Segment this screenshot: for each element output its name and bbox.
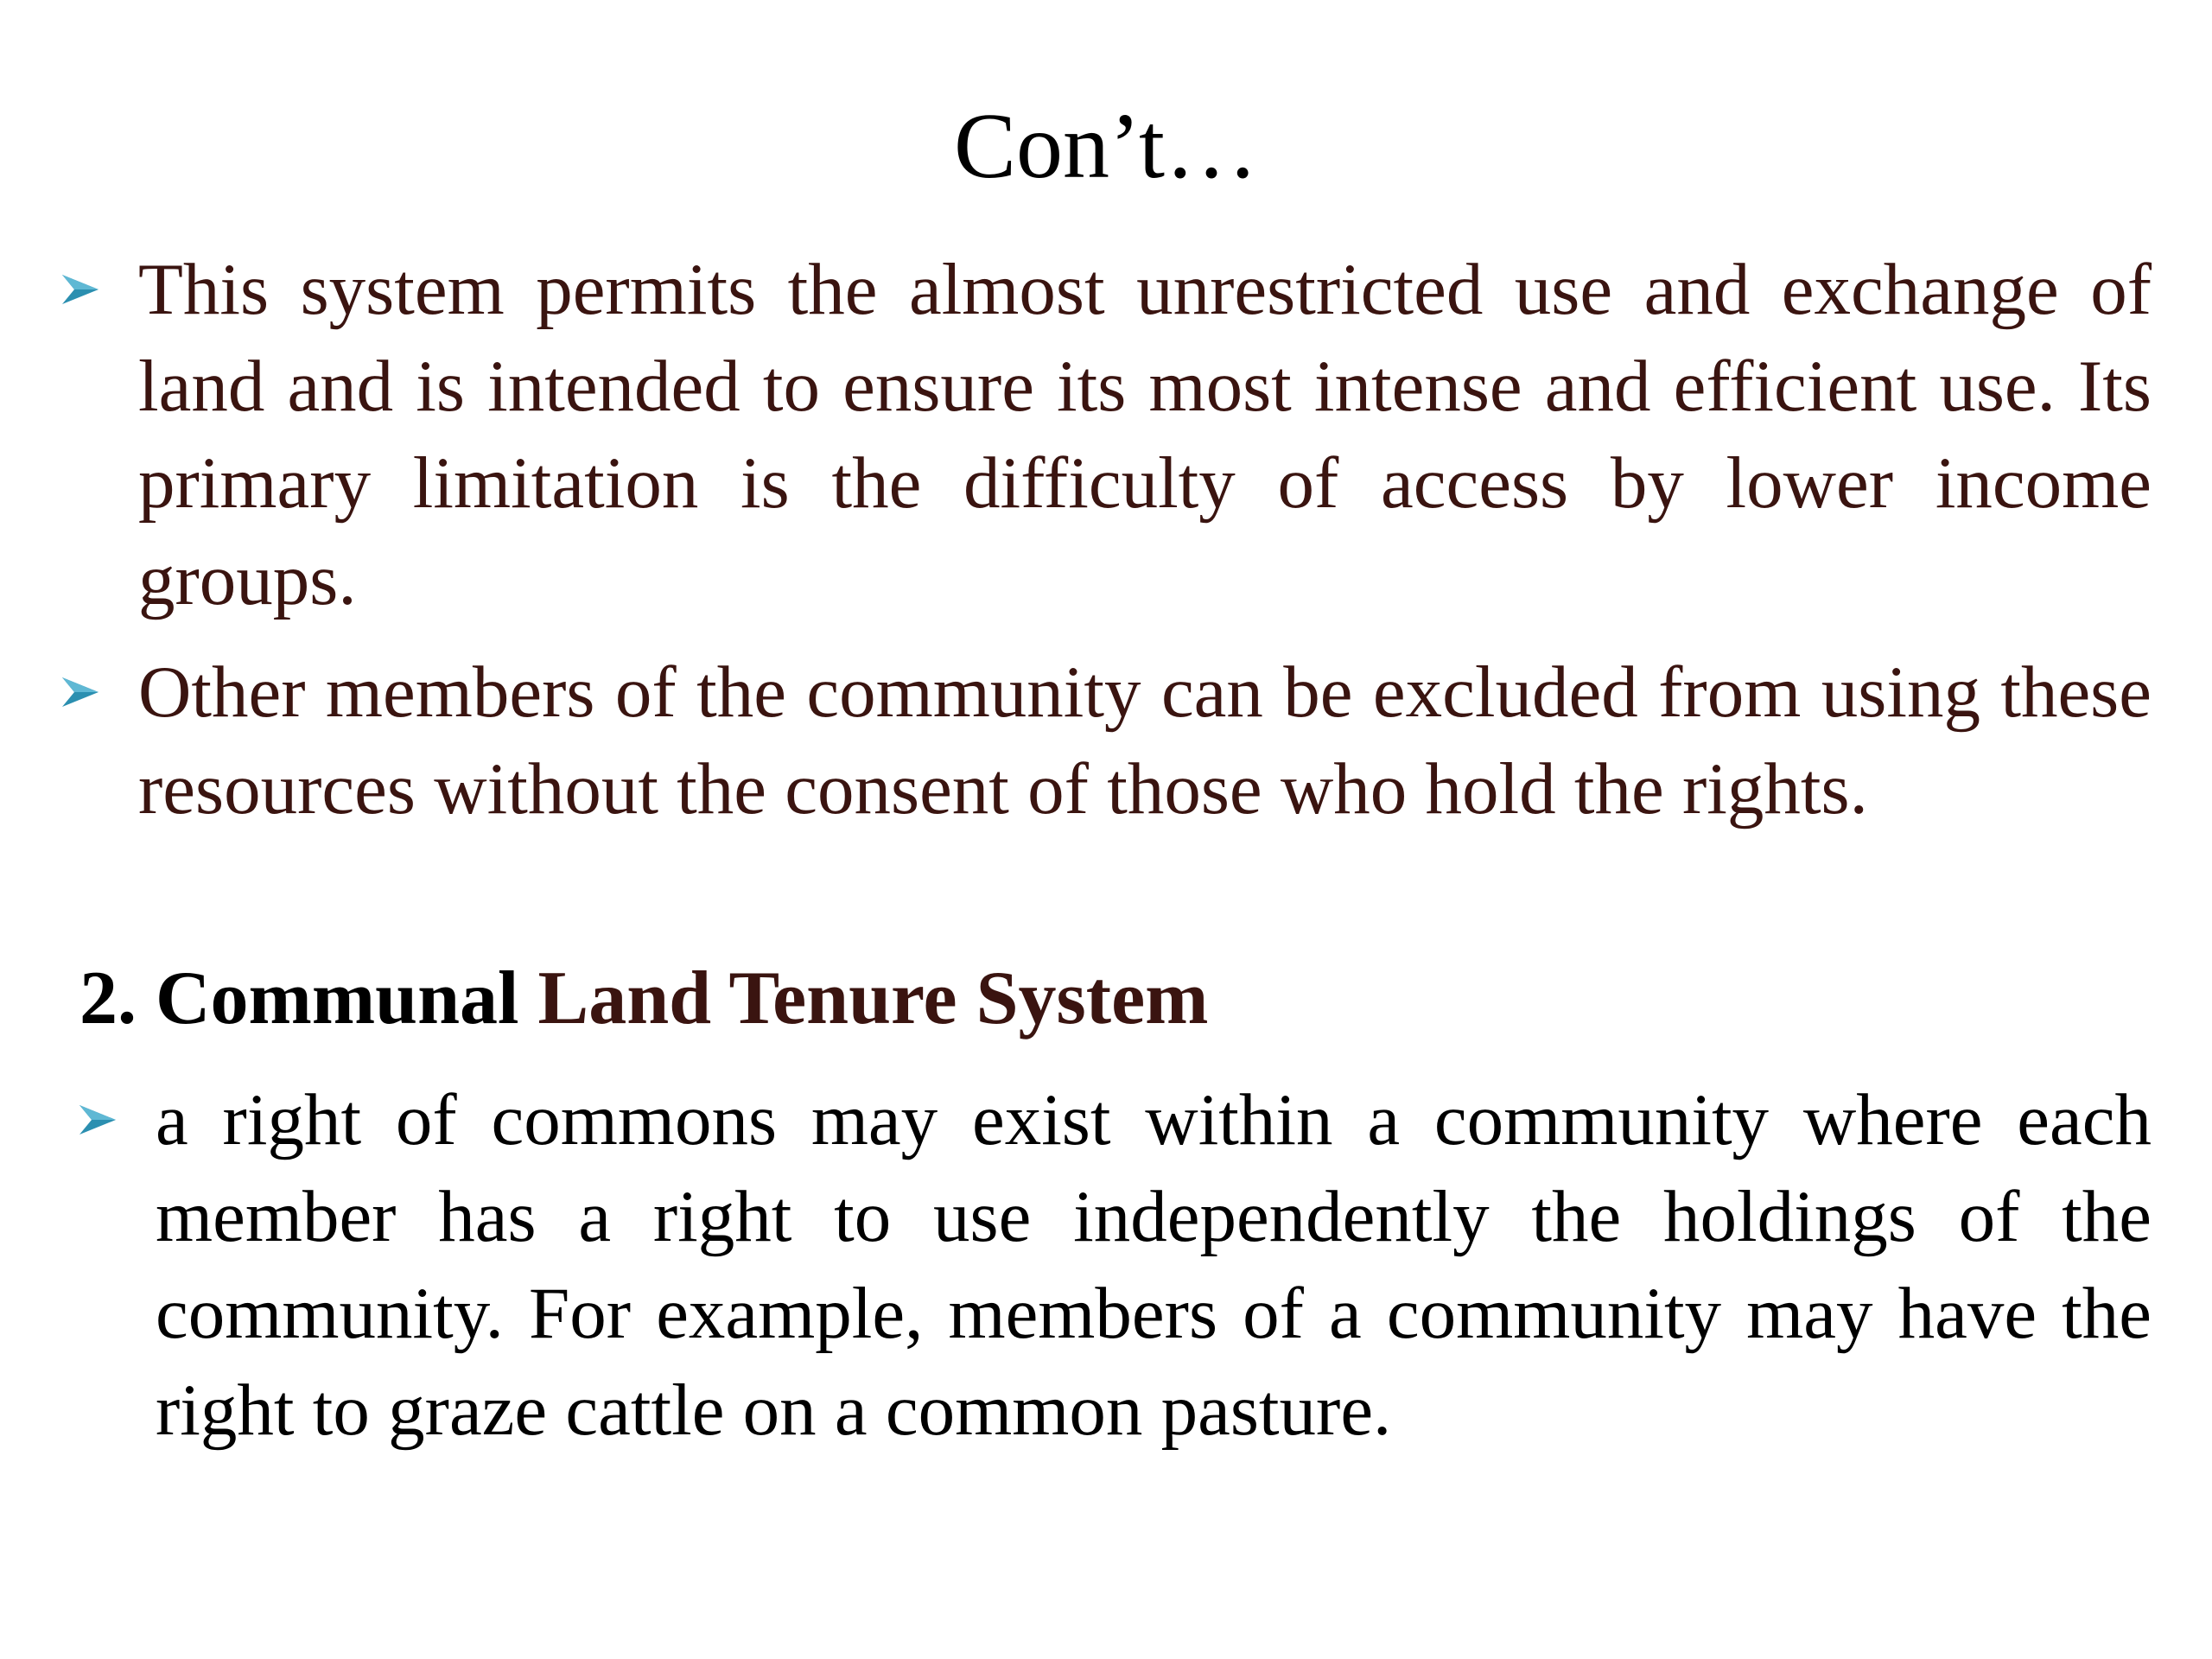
arrow-bullet-icon [78,1071,156,1168]
slide-title: Con’t… [953,95,1259,198]
bullet-item [78,1071,2152,1459]
arrow-bullet-icon [60,241,138,338]
bullet-item [60,241,2152,628]
bullet-text: Other members of the community can be excluded from using these resources without the consent of those who hold the rights. [138,652,2152,830]
section-heading-prefix: 2. Communal [79,957,519,1040]
arrow-bullet-icon [60,644,138,741]
bullet-text: a right of commons may exist within a community where each member has a right to use independently the holdings of the community. For example, members of a community may have the right to graze cattle on a common pasture. [156,1079,2152,1451]
bullet-text: This system permits the almost unrestricted use and exchange of land and is intended to ensure its most intense and efficient use. Its primary limitation is the difficulty of access by lower income groups. [138,249,2152,620]
section-heading-highlight: Land Tenure System [537,957,1209,1040]
bullet-item [60,644,2152,837]
section-heading [79,950,1208,1047]
